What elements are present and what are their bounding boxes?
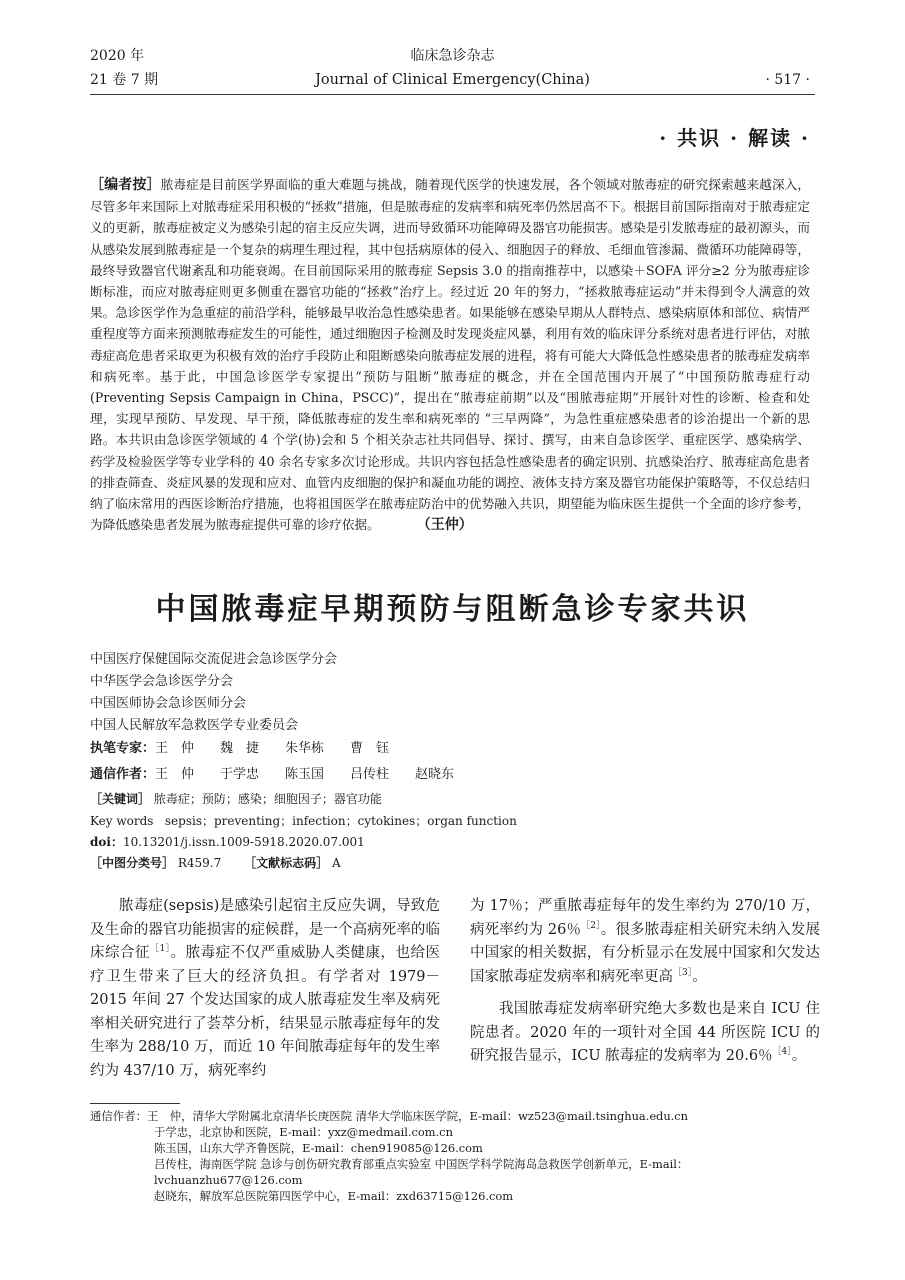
footnote-line: 陈玉国，山东大学齐鲁医院，E-mail：chen919085@126.com <box>154 1141 483 1155</box>
org-3: 中国医师协会急诊医师分会 <box>90 696 247 711</box>
doi-label: doi： <box>90 835 123 849</box>
body-text: 。脓毒症不仅严重威胁人类健康，也给医疗卫生带来了巨大的经济负担。有学者对 1979－2015 年间 27 个发达国家的成人脓毒症发生率及病死率相关研究进行了荟萃分析，结果显示脓毒症每年的发生率为 288/10 万，而近 10 年间脓毒症每年的发生率约为 437/10 万，病死率约 <box>90 945 441 1079</box>
keywords-cn-line <box>90 789 382 809</box>
header-rule <box>90 94 815 95</box>
correspondents-label: 通信作者： <box>90 767 156 782</box>
doi-value: 10.13201/j.issn.1009-5918.2020.07.001 <box>122 835 365 849</box>
doc-code-label: ［文献标志码］ <box>244 856 329 870</box>
keywords-cn: 脓毒症；预防；感染；细胞因子；器官功能 <box>153 792 382 806</box>
doi-line <box>90 832 365 852</box>
footnote-line: 通信作者：王 仲，清华大学附属北京清华长庚医院 清华大学临床医学院，E-mail：wz523@mail.tsinghua.edu.cn <box>90 1109 689 1123</box>
writers-label: 执笔专家： <box>90 741 156 756</box>
classification-line <box>90 853 341 873</box>
footnote-line: 赵晓东，解放军总医院第四医学中心，E-mail：zxd63715@126.com <box>154 1189 514 1203</box>
citation-1: ［1］ <box>149 944 171 954</box>
body-text: 。 <box>791 1048 807 1064</box>
footnote-line: 于学忠，北京协和医院，E-mail：yxz@medmail.com.cn <box>154 1125 453 1139</box>
article-title: 中国脓毒症早期预防与阻断急诊专家共识 <box>155 592 750 627</box>
doc-code-value: A <box>331 856 341 870</box>
body-paragraph <box>470 998 820 1069</box>
clc-value: R459.7 <box>177 856 222 870</box>
footnote-rule <box>90 1103 180 1104</box>
keywords-en-label: Key words <box>90 814 154 828</box>
writers-names: 王 仲 魏 捷 朱华栋 曹 钰 <box>155 741 390 756</box>
citation-4: ［4］ <box>772 1047 792 1057</box>
editor-note-signature: （王仲） <box>423 517 473 534</box>
body-text: 我国脓毒症发病率研究绝大多数也是来自 ICU 住院患者。2020 年的一项针对全国 44 所医院 ICU 的研究报告显示，ICU 脓毒症的发病率为 20.6％ <box>470 1001 820 1064</box>
keywords-en-line <box>90 811 517 831</box>
body-text: 脓毒症(sepsis)是感染引起宿主反应失调，导致危及生命的器官功能损害的症候群，是一个高病死率的临床综合征 <box>90 898 440 961</box>
writers-line <box>90 739 389 759</box>
org-2: 中华医学会急诊医学分会 <box>90 674 234 689</box>
keywords-en: sepsis；preventing；infection；cytokines；organ function <box>164 814 517 828</box>
editor-note <box>90 174 810 536</box>
header-year: 2020 年 <box>90 48 145 64</box>
journal-title-en: Journal of Clinical Emergency(China) <box>315 72 590 88</box>
editor-note-text: 脓毒症是目前医学界面临的重大难题与挑战，随着现代医学的快速发展，各个领域对脓毒症的研究探索越来越深入，尽管多年来国际上对脓毒症采用积极的“拯救”措施，但是脓毒症的发病率和病死率仍然居高不下。根据目前国际指南对于脓毒症定义的更新，脓毒症被定义为感染引起的宿主反应失调，进而导致循环功能障碍及器官功能损害。感染是引发脓毒症的最初源头，而从感染发展到脓毒症是一个复杂的病理生理过程，其中包括病原体的侵入、细胞因子的释放、毛细血管渗漏、微循环功能障碍等，最终导致器官代谢紊乱和功能衰竭。在目前国际采用的脓毒症 Sepsis 3.0 的指南推荐中，以感染＋SOFA 评分≥2 分为脓毒症诊断标准，而应对脓毒症则更多侧重在器官功能的“拯救”治疗上。经过近 20 年的努力，“拯救脓毒症运动”并未得到令人满意的效果。急诊医学作为急重症的前沿学科，能够最早收治急性感染患者。如果能够在感染早期从人群特点、感染病原体和部位、病情严重程度等方面来预测脓毒症发生的可能性，通过细胞因子检测及时发现炎症风暴，利用有效的临床评分系统对患者进行评估，对脓毒症高危患者采取更为积极有效的治疗手段防止和阻断感染向脓毒症发展的进程，将有可能大大降低急性感染患者的脓毒症发病率和病死率。基于此，中国急诊医学专家提出“预防与阻断”脓毒症的概念，并在全国范围内开展了“中国预防脓毒症行动(Preventing Sepsis Campaign in China，PSCC)”，提出在“脓毒症前期”以及“围脓毒症期”开展针对性的诊断、检查和处理，实现早预防、早发现、早干预，降低脓毒症的发生率和病死率的 “三早两降”，为急性重症感染患者的诊治提出一个新的思路。本共识由急诊医学领域的 4 个学(协)会和 5 个相关杂志社共同倡导、探讨、撰写，由来自急诊医学、重症医学、感染病学、药学及检验医学等专业学科的 40 余名专家多次讨论形成。共识内容包括急性感染患者的确定识别、抗感染治疗、脓毒症高危患者的排查筛查、炎症风暴的发现和应对、血管内皮细胞的保护和凝血功能的调控、液体支持方案及器官功能保护策略等，不仅总结归纳了临床常用的西医诊断治疗措施，也将祖国医学在脓毒症防治中的优势融入共识，期望能为临床医生提供一个全面的诊疗参考，为降低感染患者发展为脓毒症提供可靠的诊疗依据。 <box>90 177 811 533</box>
org-1: 中国医疗保健国际交流促进会急诊医学分会 <box>90 652 338 667</box>
body-text: 。 <box>692 968 707 985</box>
body-right-column <box>470 895 820 1069</box>
body-left-column <box>90 895 440 1083</box>
journal-title-cn: 临床急诊杂志 <box>410 48 495 64</box>
footnote-line: 吕传柱，海南医学院 急诊与创伤研究教育部重点实验室 中国医学科学院海岛急救医学创新单元，E-mail：lvchuanzhu677@126.com <box>154 1157 689 1187</box>
body-paragraph <box>470 895 820 989</box>
org-4: 中国人民解放军急救医学专业委员会 <box>90 718 299 733</box>
correspondents-line <box>90 765 454 785</box>
page-number: · 517 · <box>765 72 810 88</box>
body-paragraph <box>90 895 440 1083</box>
body-text: 。很多脓毒症相关研究未纳入发展中国家的相关数据，有分析显示在发展中国家和欠发达国家脓毒症发病率和病死率更高 <box>470 921 821 985</box>
citation-2: ［2］ <box>581 920 601 931</box>
body-text: 为 17％；严重脓毒症每年的发生率约为 270/10 万，病死率约为 26％ <box>470 898 820 938</box>
keywords-cn-label: ［关键词］ <box>90 792 151 806</box>
section-rubric: · 共识 · 解读 · <box>659 126 810 150</box>
clc-label: ［中图分类号］ <box>90 856 175 870</box>
correspondents-names: 王 仲 于学忠 陈玉国 吕传柱 赵晓东 <box>155 767 455 782</box>
editor-note-tag: ［编者按］ <box>90 177 161 193</box>
header-volume: 21 卷 7 期 <box>90 72 159 88</box>
footnotes <box>90 1108 810 1204</box>
citation-3: ［3］ <box>673 967 693 978</box>
